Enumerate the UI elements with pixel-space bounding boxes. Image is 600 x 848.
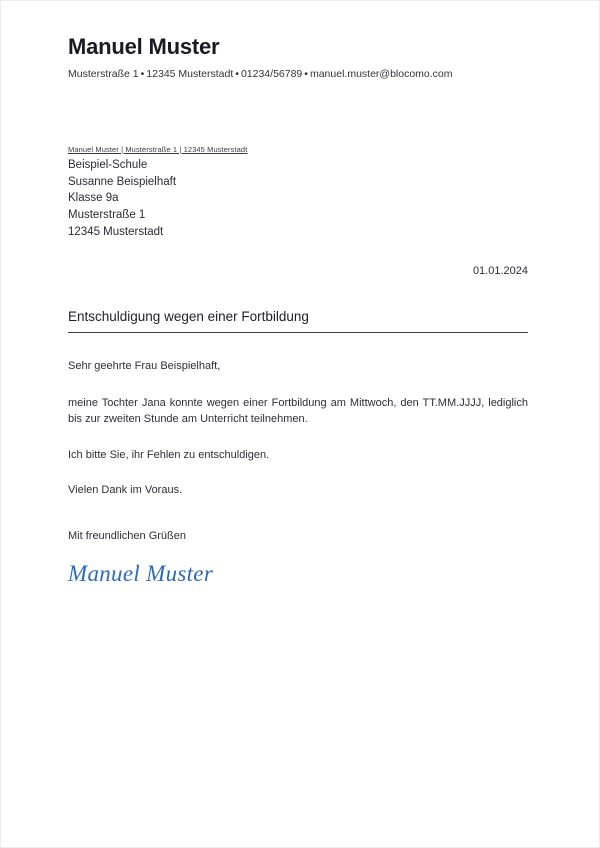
sender-email: manuel.muster@blocomo.com <box>309 68 453 81</box>
contact-separator: • <box>235 68 239 81</box>
subject-section <box>68 308 528 334</box>
recipient-line-class: Klasse 9a <box>68 192 119 205</box>
sender-name: Manuel Muster <box>68 34 220 59</box>
signature: Manuel Muster <box>68 561 214 587</box>
subject-divider <box>68 332 528 333</box>
letter-content <box>68 0 528 588</box>
closing-line: Mit freundlichen Grüßen <box>68 529 186 542</box>
sender-city: 12345 Musterstadt <box>146 68 234 81</box>
contact-separator: • <box>304 68 308 81</box>
salutation: Sehr geehrte Frau Beispielhaft, <box>68 360 221 373</box>
recipient-line-city: 12345 Musterstadt <box>68 225 164 238</box>
body-paragraph-main: meine Tochter Jana konnte wegen einer Fortbildung am Mittwoch, den TT.MM.JJJJ, lediglich bis zur zweiten Stunde am Unterricht teilnehmen. <box>68 396 528 426</box>
contact-separator: • <box>140 68 145 81</box>
sender-street: Musterstraße 1 <box>68 68 139 81</box>
body-paragraph-request: Ich bitte Sie, ihr Fehlen zu entschuldigen. <box>68 448 270 461</box>
recipient-line-organization: Beispiel-Schule <box>68 158 148 171</box>
letterhead <box>68 0 528 82</box>
subject-line: Entschuldigung wegen einer Fortbildung <box>68 308 309 324</box>
letter-body <box>68 358 528 588</box>
recipient-line-person: Susanne Beispielhaft <box>68 175 177 188</box>
recipient-line-street: Musterstraße 1 <box>68 209 146 222</box>
address-block <box>68 145 528 241</box>
return-address-line: Manuel Muster | Musterstraße 1 | 12345 Musterstadt <box>68 144 248 154</box>
sender-contact-line <box>68 67 528 82</box>
body-paragraph-thanks: Vielen Dank im Voraus. <box>68 484 183 497</box>
sender-phone: 01234/56789 <box>240 68 303 81</box>
letter-date: 01.01.2024 <box>472 264 528 277</box>
